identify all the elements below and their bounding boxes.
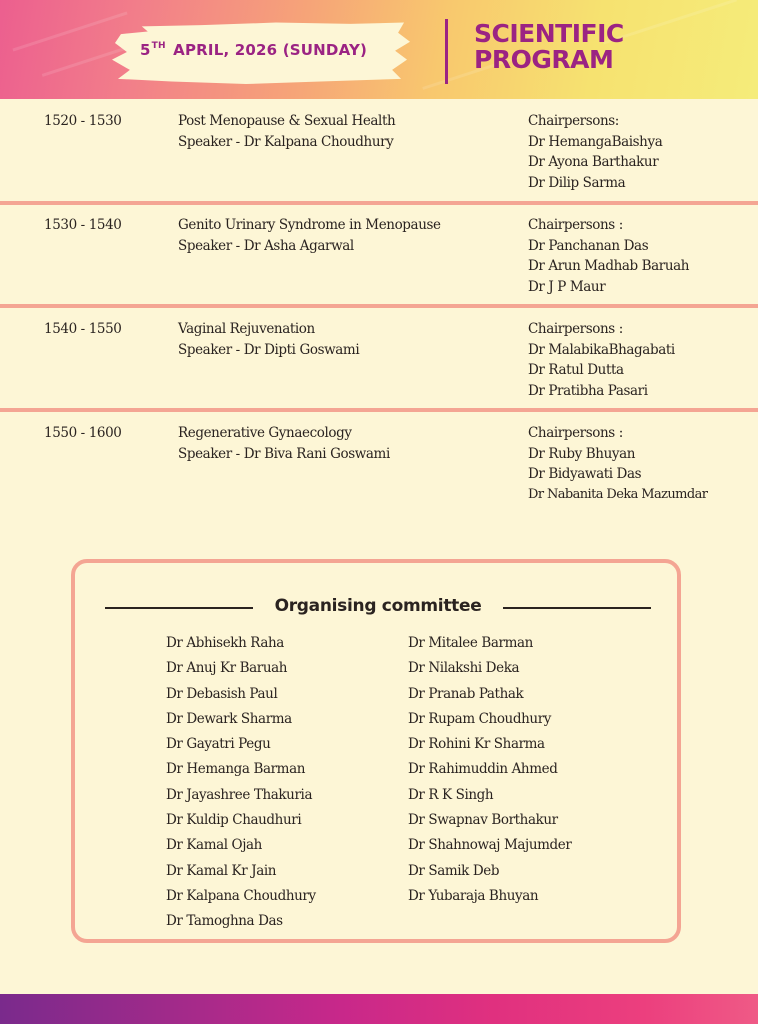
chairpersons-label: Chairpersons: bbox=[528, 113, 619, 129]
session-topic: Vaginal Rejuvenation bbox=[178, 321, 315, 337]
committee-member: Dr Kuldip Chaudhuri bbox=[166, 812, 302, 829]
committee-member: Dr Tamoghna Das bbox=[166, 913, 283, 930]
chairperson: Dr Dilip Sarma bbox=[528, 174, 626, 191]
committee-member: Dr Kalpana Choudhury bbox=[166, 887, 316, 904]
committee-member: Dr Rahimuddin Ahmed bbox=[408, 761, 558, 778]
committee-member: Dr Gayatri Pegu bbox=[166, 736, 271, 753]
committee-member: Dr Swapnav Borthakur bbox=[408, 812, 558, 829]
session-time: 1530 - 1540 bbox=[44, 217, 122, 233]
committee-member: Dr Anuj Kr Baruah bbox=[166, 660, 288, 677]
committee-member: Dr Kamal Kr Jain bbox=[166, 862, 277, 879]
row-divider bbox=[0, 304, 758, 308]
session-speaker: Speaker - Dr Kalpana Choudhury bbox=[178, 133, 394, 150]
chairperson: Dr HemangaBaishya bbox=[528, 133, 663, 150]
chairperson: Dr Ayona Barthakur bbox=[528, 154, 659, 170]
session-time: 1550 - 1600 bbox=[44, 425, 122, 441]
committee-member: Dr Kamal Ojah bbox=[166, 837, 262, 854]
session-topic: Genito Urinary Syndrome in Menopause bbox=[178, 217, 441, 233]
committee-list-right bbox=[408, 633, 571, 911]
header-divider bbox=[445, 19, 448, 84]
date-text: APRIL, 2026 (SUNDAY) bbox=[173, 41, 368, 59]
session-speaker: Speaker - Dr Biva Rani Goswami bbox=[178, 445, 390, 462]
chairpersons-block bbox=[528, 215, 689, 297]
chairpersons-label: Chairpersons : bbox=[528, 217, 623, 233]
date-day: 5 bbox=[140, 41, 151, 59]
title-line-2: PROGRAM bbox=[474, 45, 614, 74]
session-topic-block bbox=[178, 111, 395, 152]
session-time: 1520 - 1530 bbox=[44, 113, 122, 129]
event-date bbox=[140, 41, 367, 59]
chairpersons-label: Chairpersons : bbox=[528, 425, 623, 441]
committee-member: Dr Nilakshi Deka bbox=[408, 660, 520, 677]
session-topic-block bbox=[178, 319, 359, 360]
committee-member: Dr R K Singh bbox=[408, 786, 494, 803]
chairpersons-label: Chairpersons : bbox=[528, 321, 623, 337]
chairperson: Dr Ratul Dutta bbox=[528, 362, 624, 378]
chairpersons-block bbox=[528, 423, 707, 505]
page-title bbox=[474, 21, 624, 73]
committee-member: Dr Debasish Paul bbox=[166, 685, 278, 702]
chairperson: Dr Ruby Bhuyan bbox=[528, 445, 636, 462]
chairperson: Dr J P Maur bbox=[528, 278, 606, 295]
committee-member: Dr Samik Deb bbox=[408, 862, 500, 879]
chairperson: Dr Panchanan Das bbox=[528, 237, 649, 254]
committee-list-left bbox=[166, 633, 316, 937]
committee-member: Dr Abhisekh Raha bbox=[166, 635, 284, 651]
row-divider bbox=[0, 201, 758, 205]
session-speaker: Speaker - Dr Dipti Goswami bbox=[178, 341, 360, 358]
date-suffix: TH bbox=[151, 41, 166, 51]
chairperson: Dr MalabikaBhagabati bbox=[528, 341, 675, 358]
committee-member: Dr Pranab Pathak bbox=[408, 685, 524, 702]
committee-member: Dr Yubaraja Bhuyan bbox=[408, 887, 539, 904]
footer-banner bbox=[0, 994, 758, 1024]
committee-member: Dr Rohini Kr Sharma bbox=[408, 736, 545, 753]
chairpersons-block bbox=[528, 111, 662, 193]
committee-heading bbox=[105, 596, 651, 618]
committee-member: Dr Dewark Sharma bbox=[166, 710, 292, 727]
committee-member: Dr Shahnowaj Majumder bbox=[408, 837, 572, 854]
session-topic: Post Menopause & Sexual Health bbox=[178, 113, 396, 129]
committee-member: Dr Hemanga Barman bbox=[166, 761, 306, 778]
session-time: 1540 - 1550 bbox=[44, 321, 122, 337]
chairperson: Dr Nabanita Deka Mazumdar bbox=[528, 486, 708, 502]
session-topic: Regenerative Gynaecology bbox=[178, 425, 352, 441]
row-divider bbox=[0, 408, 758, 412]
chairperson: Dr Arun Madhab Baruah bbox=[528, 258, 690, 274]
chairpersons-block bbox=[528, 319, 675, 401]
session-topic-block bbox=[178, 215, 441, 256]
committee-member: Dr Rupam Choudhury bbox=[408, 710, 551, 727]
chairperson: Dr Bidyawati Das bbox=[528, 466, 642, 482]
heading-rule-right bbox=[503, 607, 651, 609]
committee-member: Dr Mitalee Barman bbox=[408, 635, 533, 651]
chairperson: Dr Pratibha Pasari bbox=[528, 382, 648, 399]
committee-title: Organising committee bbox=[274, 596, 482, 616]
committee-member: Dr Jayashree Thakuria bbox=[166, 786, 313, 803]
session-topic-block bbox=[178, 423, 390, 464]
session-speaker: Speaker - Dr Asha Agarwal bbox=[178, 237, 354, 254]
title-line-1: SCIENTIFIC bbox=[474, 19, 624, 48]
